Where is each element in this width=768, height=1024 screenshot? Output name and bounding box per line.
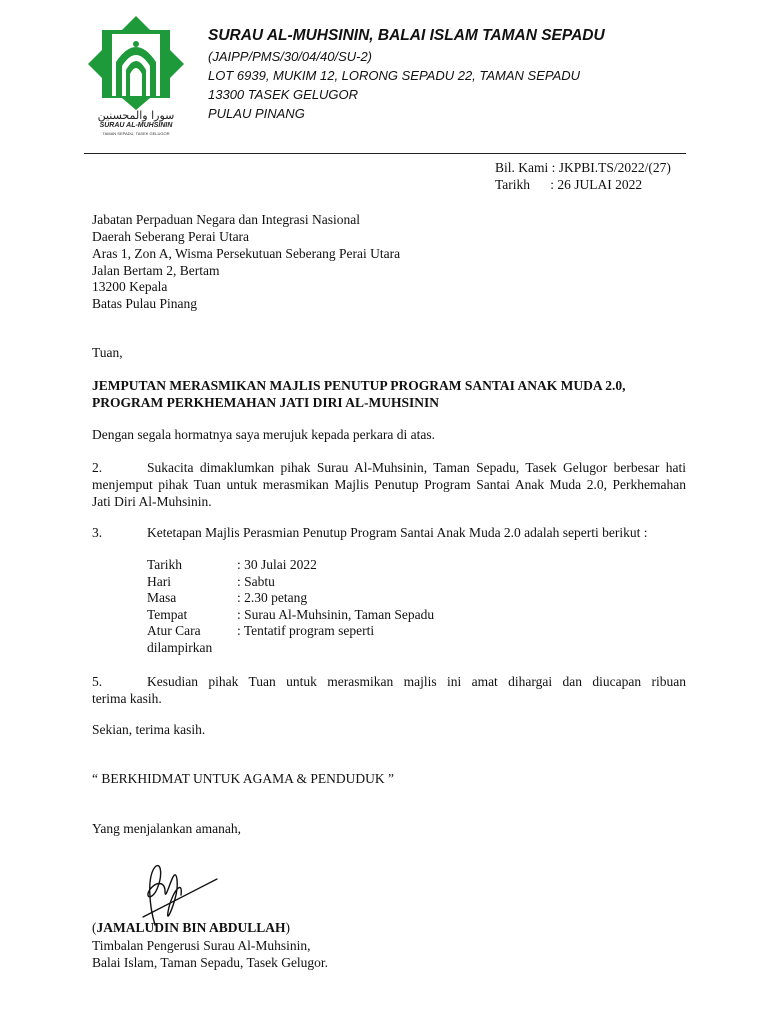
detail-label: Hari [147,573,171,589]
detail-row [147,590,447,607]
detail-value: : Surau Al-Muhsinin, Taman Sepadu [237,606,435,622]
letterhead-title: SURAU AL-MUHSININ, BALAI ISLAM TAMAN SEPADU [208,27,605,44]
letterhead-registration: (JAIPP/PMS/30/04/40/SU-2) [208,49,373,64]
surau-logo [74,14,198,138]
salutation: Tuan, [92,345,123,360]
closing-text: Sekian, terima kasih. [92,722,206,737]
intro-paragraph: Dengan segala hormatnya saya merujuk kepada perkara di atas. [92,427,435,442]
subject-line: PROGRAM PERKHEMAHAN JATI DIRI AL-MUHSININ [92,395,440,410]
paragraph-2 [92,459,686,510]
paragraph-text: Sukacita dimaklumkan pihak Surau Al-Muhsinin, Taman Sepadu, Tasek Gelugor berbesar hati [147,460,686,475]
detail-row [147,607,447,624]
letterhead-address-line: LOT 6939, MUKIM 12, LORONG SEPADU 22, TAMAN SEPADU [208,68,581,83]
detail-row [147,574,447,591]
detail-value: : Sabtu [237,573,275,589]
event-details [147,557,447,656]
signatory-name: (JAMALUDIN BIN ABDULLAH) [92,920,291,935]
logo-arabic-text: سورا والمحسنين [97,109,175,122]
recipient-line: Batas Pulau Pinang [92,296,197,311]
reference-date: Tarikh : 26 JULAI 2022 [495,177,643,192]
detail-label: Tempat [147,606,188,622]
detail-label: Masa [147,590,177,605]
paragraph-text: Kesudian pihak Tuan untuk merasmikan majlis ini amat dihargai dan diucapan ribuan [147,674,686,689]
paragraph-text: menjemput pihak Tuan untuk merasmikan Majlis Penutup Program Santai Anak Muda 2.0, Perkhemahan [92,477,686,492]
paragraph-number: 5. [92,674,103,689]
paragraph-3 [92,524,686,541]
detail-row [147,640,447,657]
detail-row [147,623,447,640]
reference-number: Bil. Kami : JKPBI.TS/2022/(27) [495,160,671,175]
recipient-line: Jalan Bertam 2, Bertam [92,263,220,278]
paragraph-5 [92,673,686,707]
signoff: Yang menjalankan amanah, [92,821,241,836]
recipient-line: Jabatan Perpaduan Negara dan Integrasi Nasional [92,212,361,227]
detail-label: Tarikh [147,557,183,572]
mosque-arch-emblem-icon [74,14,198,110]
detail-value: : 30 Julai 2022 [237,557,317,572]
signatory-name-text: JAMALUDIN BIN ABDULLAH [96,920,286,935]
detail-label: Atur Cara [147,623,201,638]
logo-name-text: SURAU AL-MUHSININ [99,122,173,129]
detail-label: dilampirkan [147,639,213,655]
paragraph-text: Jati Diri Al-Muhsinin. [92,494,212,509]
recipient-line: Daerah Seberang Perai Utara [92,229,250,244]
motto: “ BERKHIDMAT UNTUK AGAMA & PENDUDUK ” [92,771,394,786]
logo-sub-text: TAMAN SEPADU, TASEK GELUGOR [102,131,170,136]
header-divider [84,153,686,154]
recipient-line: Aras 1, Zon A, Wisma Persekutuan Seberang Perai Utara [92,246,401,261]
paragraph-text: terima kasih. [92,691,162,706]
signatory-title: Balai Islam, Taman Sepadu, Tasek Gelugor. [92,955,329,970]
paragraph-number: 2. [92,460,103,475]
letterhead-state-line: PULAU PINANG [208,106,305,121]
paragraph-text: Ketetapan Majlis Perasmian Penutup Program Santai Anak Muda 2.0 adalah seperti berikut : [147,525,648,540]
detail-row [147,557,447,574]
subject-line: JEMPUTAN MERASMIKAN MAJLIS PENUTUP PROGRAM SANTAI ANAK MUDA 2.0, [92,378,626,393]
signatory-title: Timbalan Pengerusi Surau Al-Muhsinin, [92,938,311,953]
letter-subject [92,377,626,411]
recipient-line: 13200 Kepala [92,279,168,294]
detail-value: : 2.30 petang [237,590,308,605]
paragraph-number: 3. [92,525,103,540]
detail-value: : Tentatif program seperti [237,623,375,638]
letterhead-postcode-line: 13300 TASEK GELUGOR [208,87,359,102]
